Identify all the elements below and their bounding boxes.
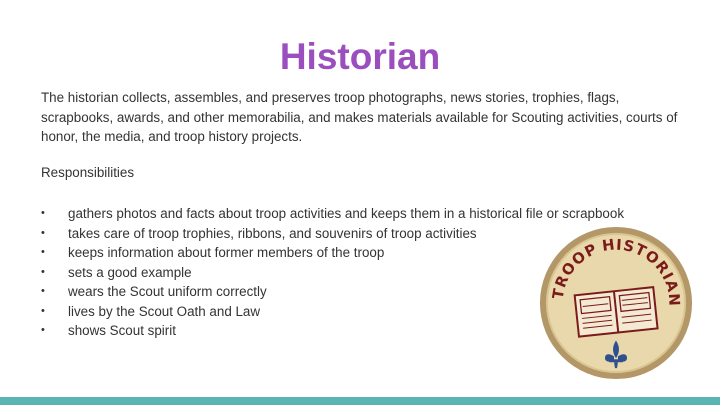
list-item-text: lives by the Scout Oath and Law <box>68 303 261 319</box>
badge-text-troop: TROOP <box>549 240 601 301</box>
bullet-icon: • <box>41 207 45 219</box>
list-item-text: gathers photos and facts about troop activities and keeps them in a historical file or scrapbook <box>68 206 625 221</box>
bullet-icon: • <box>41 304 45 317</box>
bullet-icon: • <box>41 285 45 297</box>
list-item-text: sets a good example <box>68 264 192 280</box>
bullet-icon: • <box>41 265 45 278</box>
list-item-text: shows Scout spirit <box>68 323 176 338</box>
bullet-icon: • <box>41 246 45 258</box>
bullet-icon: • <box>41 324 45 336</box>
list-item-text: wears the Scout uniform correctly <box>68 284 267 299</box>
list-item <box>41 204 681 224</box>
list-item-text: takes care of troop trophies, ribbons, and souvenirs of troop activities <box>68 225 477 241</box>
responsibilities-heading: Responsibilities <box>41 165 135 180</box>
badge-text-historian: HISTORIAN <box>601 236 683 308</box>
scrapbook-icon <box>575 287 658 337</box>
intro-paragraph: The historian collects, assembles, and preserves troop photographs, news stories, trophies, flags, scrapbooks, awards, and other memorabilia, and makes materials available for Scouting activities, courts of honor, the media, and troop history projects. <box>41 90 678 145</box>
bottom-accent-bar <box>0 397 720 405</box>
list-item-text: keeps information about former members of the troop <box>68 245 385 260</box>
bullet-icon: • <box>41 226 45 239</box>
historian-badge <box>537 224 695 382</box>
slide-title: Historian <box>279 36 441 77</box>
